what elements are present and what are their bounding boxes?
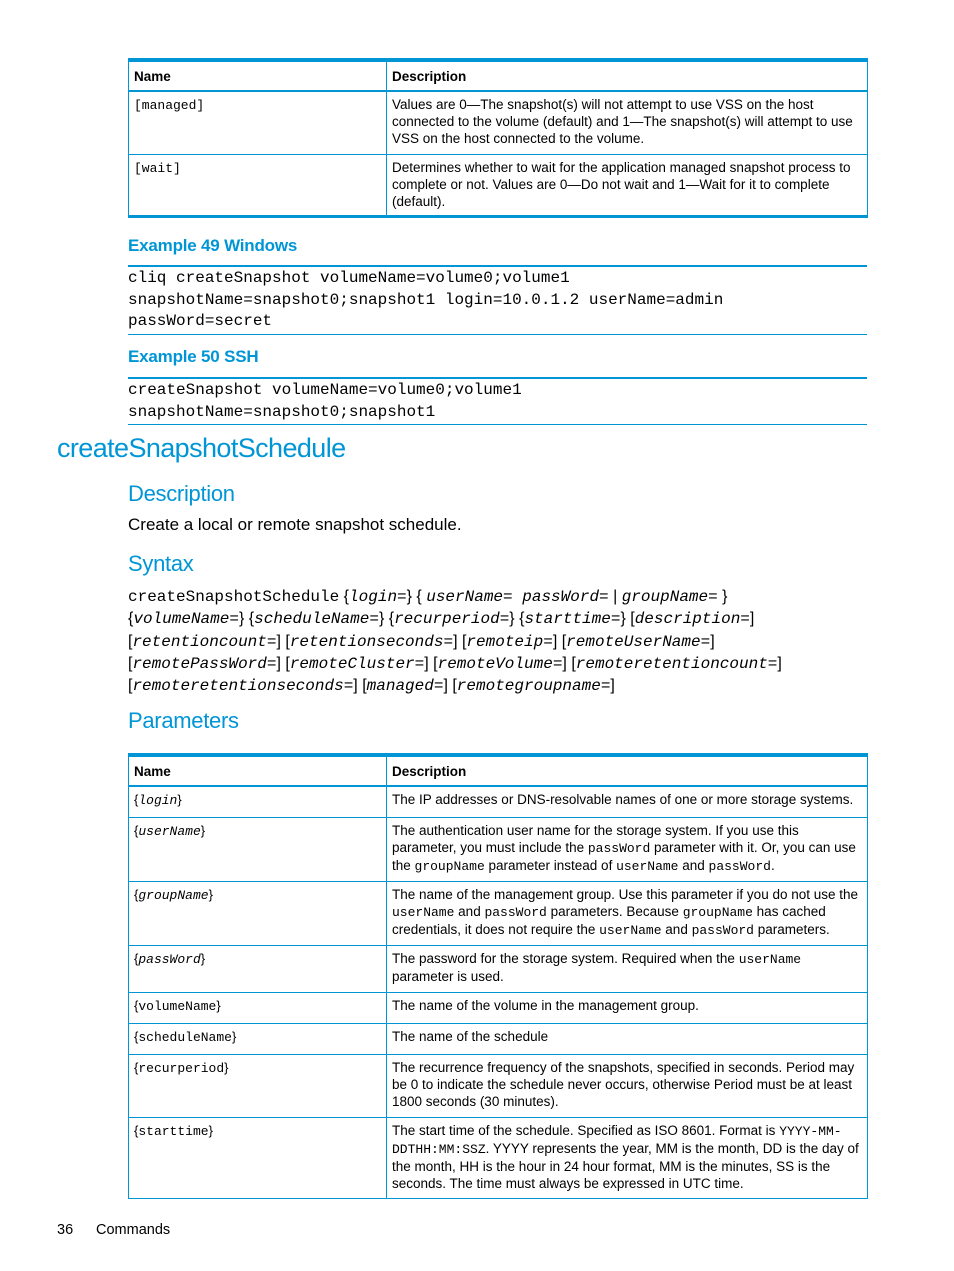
example-49-title: Example 49 Windows [128,236,298,255]
text-run: [ [128,654,133,672]
code-run: volumeName [138,998,217,1014]
param-description [387,881,868,945]
footer-section: Commands [96,1222,171,1238]
text-run: { [134,886,139,902]
text-run: parameters. [754,921,830,937]
code-run: volumeName= [133,610,239,629]
code-run: userName [392,904,455,920]
text-run: { [134,1059,139,1075]
table-row [129,992,868,1023]
code-run: retentionseconds= [289,632,454,651]
param-description [387,786,868,817]
param-description: Determines whether to wait for the application managed snapshot process to complete or not. Values are 0—Do not wait and 1—Wait for it to complete (default). [387,154,868,216]
text-run: { [128,610,134,628]
param-name [129,91,387,154]
param-description: Values are 0—The snapshot(s) will not attempt to use VSS on the host connected to the volume (default) and 1—The snapshot(s) will attempt to use VSS on the host connected to the volume. [387,91,868,154]
param-name [129,1023,387,1054]
code-run: groupName [414,858,485,874]
syntax-line [128,631,868,653]
parameters-table [128,753,868,1199]
text-run: The authentication user name for the storage system. If you use this parameter, you must include the [392,822,799,855]
text-run: } [208,886,213,902]
managed-wait-table [128,58,868,218]
example-49-code: cliq createSnapshot volumeName=volume0;volume1 snapshotName=snapshot0;snapshot1 login=10.0.1.2 userName=admin passWord=secret [128,265,867,335]
code-run: recurperiod [138,1060,225,1076]
code-run: scheduleName [138,1029,232,1045]
text-run: ] [749,610,755,628]
param-name [129,1054,387,1117]
text-run: The name of the schedule [392,1028,549,1044]
code-run: remoteVolume= [437,654,563,673]
code-run: groupName [138,887,209,903]
code-run: passWord [691,922,754,938]
text-run: } [208,1122,213,1138]
table-row [129,881,868,945]
text-run: } [231,1028,237,1044]
text-run: and [454,903,485,919]
text-run: The IP addresses or DNS-resolvable names of one or more storage systems. [392,792,854,807]
code-run: remotegroupname= [456,677,611,696]
text-run: . [770,857,775,873]
text-run: parameters. Because [546,903,683,919]
code-run: remoteretentionseconds= [132,677,354,696]
code-run: retentioncount= [132,632,277,651]
param-description [387,945,868,992]
text-run: { [134,1122,139,1138]
text-run: ] [ [443,677,457,695]
text-run: The name of the management group. Use this parameter if you do not use the [392,886,859,902]
parameters-heading: Parameters [128,708,239,733]
code-run: userName [138,823,201,839]
code-run: login= [349,588,407,606]
text-run: { [134,950,139,966]
code-run: passWord [138,951,201,967]
code-run: userName= passWord= [426,588,609,606]
text-run: [ [128,677,133,695]
code-run: remotePassWord= [132,654,277,673]
text-run: } [200,822,206,838]
text-run: } [ [620,610,635,628]
description-text: Create a local or remote snapshot schedule. [128,515,462,534]
code-run: remoteUserName= [566,632,711,651]
text-run: and [661,921,692,937]
example-50-code: createSnapshot volumeName=volume0;volume1 snapshotName=snapshot0;snapshot1 [128,377,867,425]
text-run: } [200,950,206,966]
text-run: ] [610,677,615,695]
text-run: parameter instead of [484,857,617,873]
table-row [129,91,868,154]
syntax-heading: Syntax [128,551,194,576]
param-name [129,945,387,992]
code-run: starttime= [524,610,621,629]
text-run: ] [710,632,715,650]
example-50-title: Example 50 SSH [128,347,259,366]
syntax-line [128,653,868,675]
param-name [129,992,387,1023]
code-run: scheduleName= [254,610,379,629]
code-run: remoteCluster= [289,654,425,673]
param-description [387,817,868,881]
syntax-block [128,586,868,697]
table-row [129,786,868,817]
code-run: userName [599,922,662,938]
text-run: ] [ [453,632,467,650]
column-header-description: Description [387,755,868,786]
code-run: userName [616,858,679,874]
table-row [129,1054,868,1117]
code-run: recurperiod= [394,610,510,629]
text-run: ] [ [424,654,438,672]
param-description [387,1023,868,1054]
text-run: { [339,588,350,605]
text-run: ] [ [562,654,576,672]
param-description [387,992,868,1023]
param-description [387,1054,868,1117]
param-name-text: [managed] [134,98,205,113]
syntax-line [128,675,868,697]
syntax-line [128,608,868,630]
code-run: passWord [484,904,547,920]
text-run: } [717,588,728,605]
syntax-line [128,586,868,608]
text-run: ] [ [276,654,290,672]
code-run: passWord [708,858,771,874]
text-run: } { [378,610,395,628]
code-run: starttime [138,1123,209,1139]
text-run: The recurrence frequency of the snapshots, specified in seconds. Period may be 0 to indicate the schedule never occurs, otherwise Period must be at least 1800 seconds (30 minutes). [392,1059,855,1109]
code-run: YYYY-MM-DDTHH:MM:SSZ [392,1123,842,1157]
table-row [129,817,868,881]
table-header-row [129,60,868,91]
text-run: } [216,997,221,1013]
code-run: remoteretentioncount= [575,654,778,673]
param-name [129,881,387,945]
text-run: The start time of the schedule. Specified as ISO 8601. Format is [392,1122,780,1138]
text-run: The name of the volume in the management group. [392,997,699,1013]
table-row [129,945,868,992]
text-run: [ [128,632,133,650]
text-run: and [678,857,709,873]
code-run: groupName [682,904,753,920]
text-run: { [134,1028,139,1044]
param-name-text: [wait] [134,160,181,176]
text-run: ] [ [276,632,290,650]
code-run: createSnapshotSchedule [128,588,340,606]
description-heading: Description [128,481,235,506]
code-run: userName [738,951,802,967]
code-run: groupName= [621,588,718,606]
text-run: ] [777,654,782,672]
param-description [387,1117,868,1198]
text-run: { [134,792,139,807]
table-row [129,1023,868,1054]
table-row [129,154,868,216]
text-run: ] [ [552,632,567,650]
column-header-name: Name [129,60,387,91]
text-run: } [177,792,182,807]
param-name [129,1117,387,1198]
code-run: remoteip= [466,632,553,651]
text-run: | [608,588,622,605]
text-run: . YYYY represents the year, MM is the month, DD is the day of the month, HH is the hour in 24 hour format, MM is the minutes, SS is the seconds. The time must always be expressed in UTC time. [392,1140,859,1191]
code-run: passWord [587,840,651,856]
text-run: parameter is used. [392,968,504,984]
column-header-name: Name [129,755,387,786]
text-run: } { [406,588,427,605]
param-name [129,817,387,881]
code-run: description= [634,610,750,629]
section-title: createSnapshotSchedule [57,433,346,463]
text-run: } [224,1059,229,1075]
code-run: managed= [366,677,444,696]
code-run: login [138,793,178,808]
text-run: { [134,997,139,1013]
table-row [129,1117,868,1198]
text-run: { [134,822,139,838]
text-run: parameter with it. Or, you can use the [392,839,856,873]
param-name [129,154,387,216]
column-header-description: Description [387,60,868,91]
text-run: } { [238,610,255,628]
text-run: has cached credentials, it does not require the [392,903,826,937]
table-header-row [129,755,868,786]
param-name [129,786,387,817]
text-run: } { [509,610,525,628]
text-run: ] [ [353,677,367,695]
page-number: 36 [57,1222,74,1238]
text-run: The password for the storage system. Required when the [392,950,739,966]
